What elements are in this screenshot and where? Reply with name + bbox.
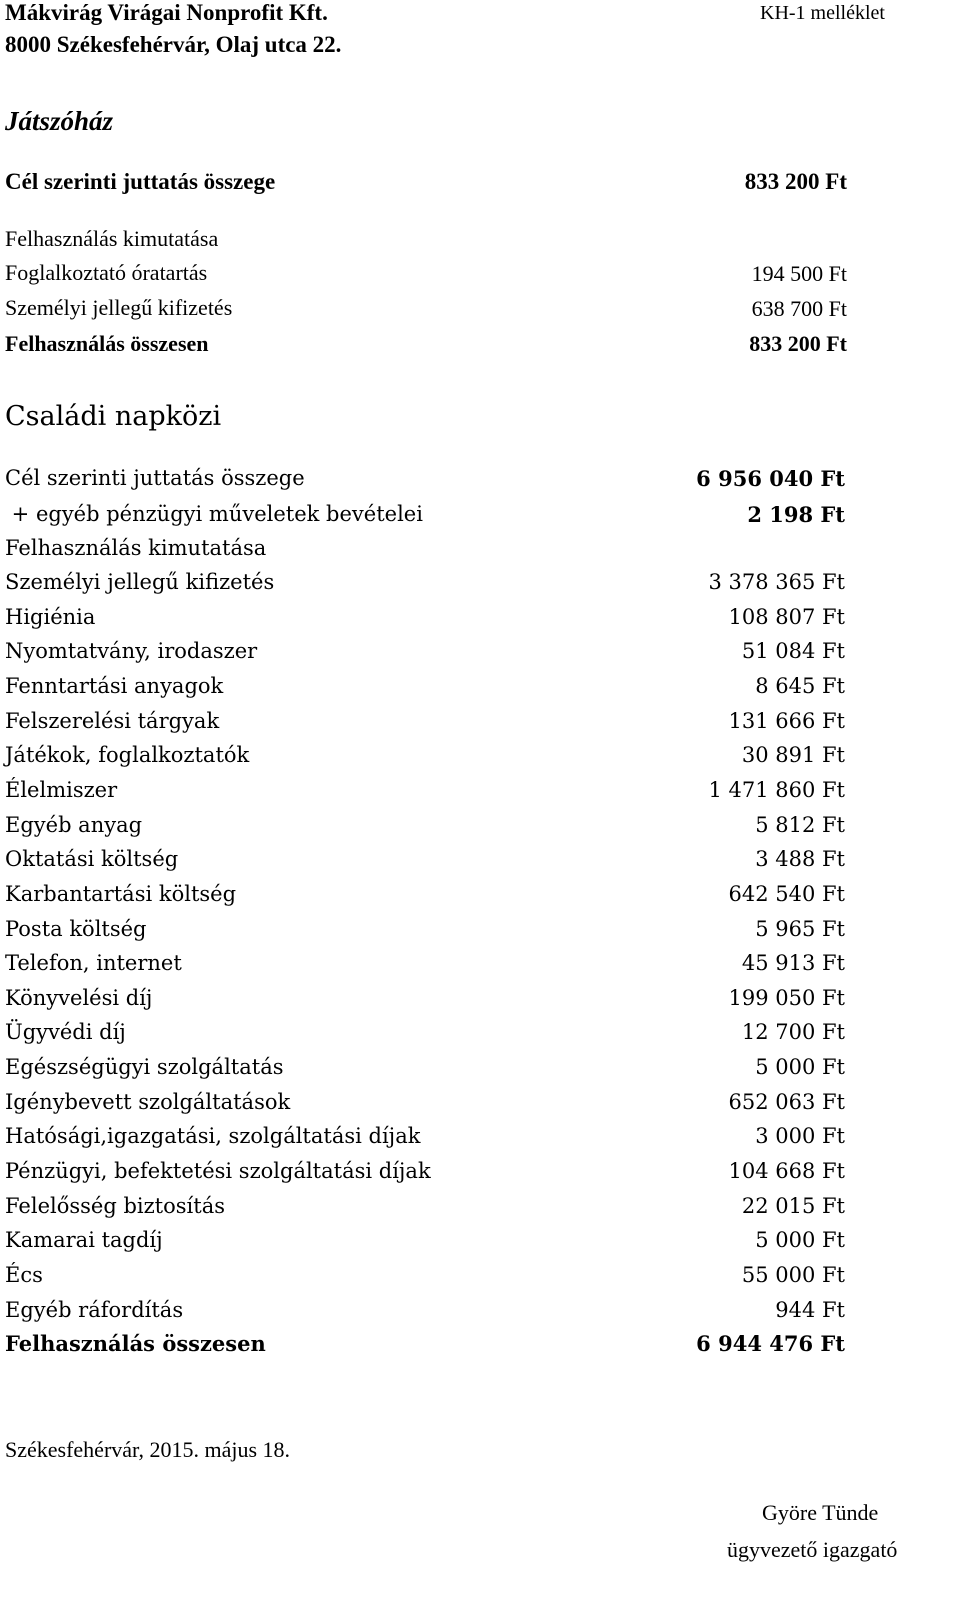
total-label: Felhasználás összesen: [5, 331, 209, 356]
expense-amount: 638 700 Ft: [751, 296, 847, 321]
extra-income-label: + egyéb pénzügyi műveletek bevételei: [5, 502, 423, 526]
expense-amount: 652 063 Ft: [728, 1090, 845, 1114]
usage-label: Felhasználás kimutatása: [5, 226, 219, 251]
expense-amount: 8 645 Ft: [755, 674, 845, 698]
expense-label: Écs: [5, 1263, 43, 1287]
expense-amount: 131 666 Ft: [728, 709, 845, 733]
expense-label: Személyi jellegű kifizetés: [5, 570, 275, 594]
expense-amount: 104 668 Ft: [728, 1159, 845, 1183]
expense-label: Pénzügyi, befektetési szolgáltatási díjak: [5, 1159, 431, 1183]
org-name: Mákvirág Virágai Nonprofit Kft.: [5, 0, 328, 25]
expense-label: Egyéb anyag: [5, 813, 143, 837]
place-date: Székesfehérvár, 2015. május 18.: [5, 1437, 291, 1462]
total-amount: 6 944 476 Ft: [696, 1331, 845, 1356]
expense-amount: 51 084 Ft: [741, 639, 845, 663]
expense-amount: 12 700 Ft: [741, 1020, 845, 1044]
expense-label: Posta költség: [5, 917, 147, 941]
expense-amount: 199 050 Ft: [728, 986, 845, 1010]
usage-label: Felhasználás kimutatása: [5, 536, 267, 560]
expense-amount: 55 000 Ft: [741, 1263, 845, 1287]
org-address: 8000 Székesfehérvár, Olaj utca 22.: [5, 32, 342, 57]
extra-income-amount: 2 198 Ft: [747, 502, 845, 527]
total-label: Felhasználás összesen: [5, 1331, 266, 1356]
expense-amount: 30 891 Ft: [741, 743, 845, 767]
expense-label: Könyvelési díj: [5, 986, 153, 1010]
expense-label: Telefon, internet: [5, 951, 182, 975]
target-amount: 6 956 040 Ft: [696, 466, 845, 491]
expense-amount: 194 500 Ft: [751, 261, 847, 286]
expense-label: Játékok, foglalkoztatók: [5, 743, 250, 767]
expense-label: Élelmiszer: [5, 778, 118, 802]
expense-amount: 3 378 365 Ft: [708, 570, 845, 594]
expense-label: Kamarai tagdíj: [5, 1228, 163, 1252]
expense-label: Egyéb ráfordítás: [5, 1298, 184, 1322]
annex-label: KH-1 melléklet: [760, 2, 885, 24]
expense-label: Személyi jellegű kifizetés: [5, 295, 233, 320]
expense-amount: 1 471 860 Ft: [708, 778, 845, 802]
expense-label: Ügyvédi díj: [5, 1020, 126, 1044]
expense-label: Igénybevett szolgáltatások: [5, 1090, 291, 1114]
target-label: Cél szerinti juttatás összege: [5, 466, 305, 490]
signer-title: ügyvezető igazgató: [727, 1537, 898, 1562]
expense-label: Fenntartási anyagok: [5, 674, 224, 698]
expense-amount: 22 015 Ft: [741, 1194, 845, 1218]
section-title-csaladi-napkozi: Családi napközi: [5, 401, 222, 432]
expense-label: Higiénia: [5, 605, 96, 629]
expense-amount: 5 812 Ft: [755, 813, 845, 837]
expense-amount: 5 000 Ft: [755, 1228, 845, 1252]
expense-amount: 108 807 Ft: [728, 605, 845, 629]
section-title-jatszohaz: Játszóház: [5, 106, 114, 136]
expense-amount: 944 Ft: [775, 1298, 845, 1322]
expense-amount: 3 000 Ft: [755, 1124, 845, 1148]
expense-label: Nyomtatvány, irodaszer: [5, 639, 258, 663]
expense-amount: 3 488 Ft: [755, 847, 845, 871]
expense-label: Egészségügyi szolgáltatás: [5, 1055, 284, 1079]
target-label: Cél szerinti juttatás összege: [5, 169, 276, 194]
expense-label: Foglalkoztató óratartás: [5, 260, 208, 285]
expense-amount: 5 965 Ft: [755, 917, 845, 941]
expense-amount: 45 913 Ft: [741, 951, 845, 975]
expense-label: Karbantartási költség: [5, 882, 237, 906]
target-amount: 833 200 Ft: [744, 169, 847, 194]
signer-name: Györe Tünde: [762, 1500, 879, 1525]
expense-label: Oktatási költség: [5, 847, 179, 871]
expense-amount: 5 000 Ft: [755, 1055, 845, 1079]
total-amount: 833 200 Ft: [749, 331, 847, 356]
expense-label: Hatósági,igazgatási, szolgáltatási díjak: [5, 1124, 421, 1148]
expense-label: Felszerelési tárgyak: [5, 709, 220, 733]
expense-amount: 642 540 Ft: [728, 882, 845, 906]
expense-label: Felelősség biztosítás: [5, 1194, 225, 1218]
